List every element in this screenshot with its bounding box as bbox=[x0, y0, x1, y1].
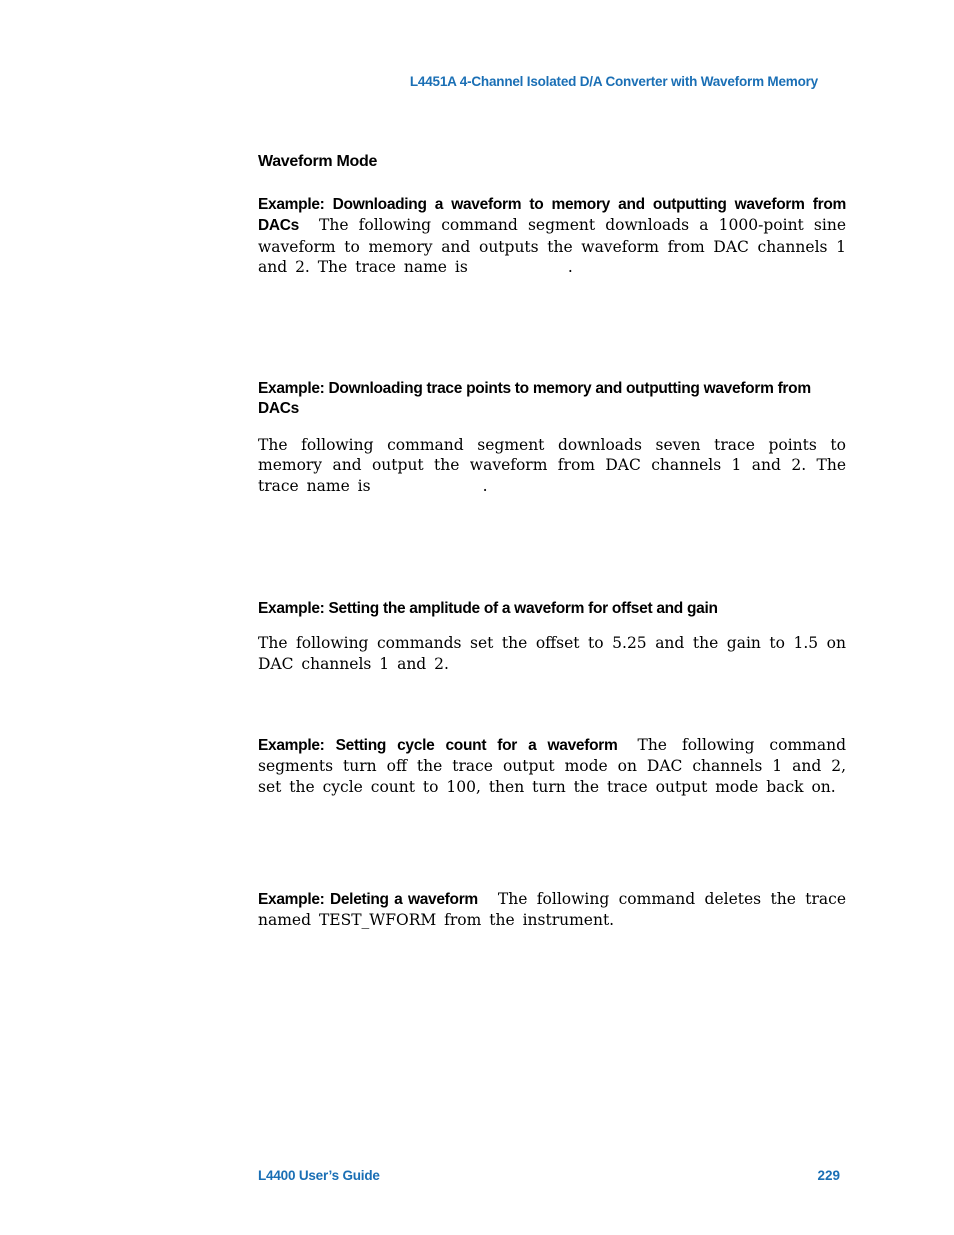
example-text: The following commands set the offset to 5.25 and the gain to 1.5 on DAC channels 1 and 2. bbox=[258, 634, 846, 673]
example-paragraph bbox=[258, 633, 846, 674]
example-delete-waveform bbox=[258, 889, 846, 931]
example-download-waveform bbox=[258, 194, 846, 278]
sentence-end: . bbox=[567, 258, 573, 277]
sentence-end: . bbox=[482, 476, 488, 495]
footer-guide-title: L4400 User’s Guide bbox=[258, 1168, 380, 1183]
example-heading: Example: Deleting a waveform bbox=[258, 891, 478, 908]
section-title: Waveform Mode bbox=[258, 153, 378, 170]
example-paragraph bbox=[258, 435, 846, 496]
example-text: The following command segments turn off the trace output mode on DAC channels 1 and 2, set the cycle count to 100, then turn the trace output mode back on. bbox=[258, 736, 846, 796]
example-cycle-count bbox=[258, 735, 846, 797]
example-text: The following command deletes the trace named TEST_WFORM from the instrument. bbox=[258, 890, 846, 930]
page-number: 229 bbox=[817, 1168, 840, 1183]
example-text: The following command segment downloads seven trace points to memory and output the waveform from DAC channels 1 and 2. The trace name is bbox=[258, 435, 846, 495]
example-heading: Example: Setting the amplitude of a waveform for offset and gain bbox=[258, 600, 718, 617]
example-download-trace-points bbox=[258, 379, 846, 496]
example-paragraph bbox=[258, 735, 846, 797]
example-heading: Example: Setting cycle count for a waveform bbox=[258, 737, 618, 754]
running-header: L4451A 4-Channel Isolated D/A Converter with Waveform Memory bbox=[409, 74, 818, 89]
example-set-amplitude bbox=[258, 599, 846, 674]
example-heading: Example: Downloading trace points to memory and outputting waveform from DACs bbox=[258, 380, 811, 418]
example-heading: Example: Downloading a waveform to memory and outputting waveform from DACs bbox=[258, 196, 846, 235]
example-paragraph bbox=[258, 194, 846, 278]
example-paragraph bbox=[258, 889, 846, 931]
example-text: The following command segment downloads a 1000-point sine waveform to memory and outputs the waveform from DAC channels 1 and 2. The trace name is bbox=[258, 216, 846, 277]
